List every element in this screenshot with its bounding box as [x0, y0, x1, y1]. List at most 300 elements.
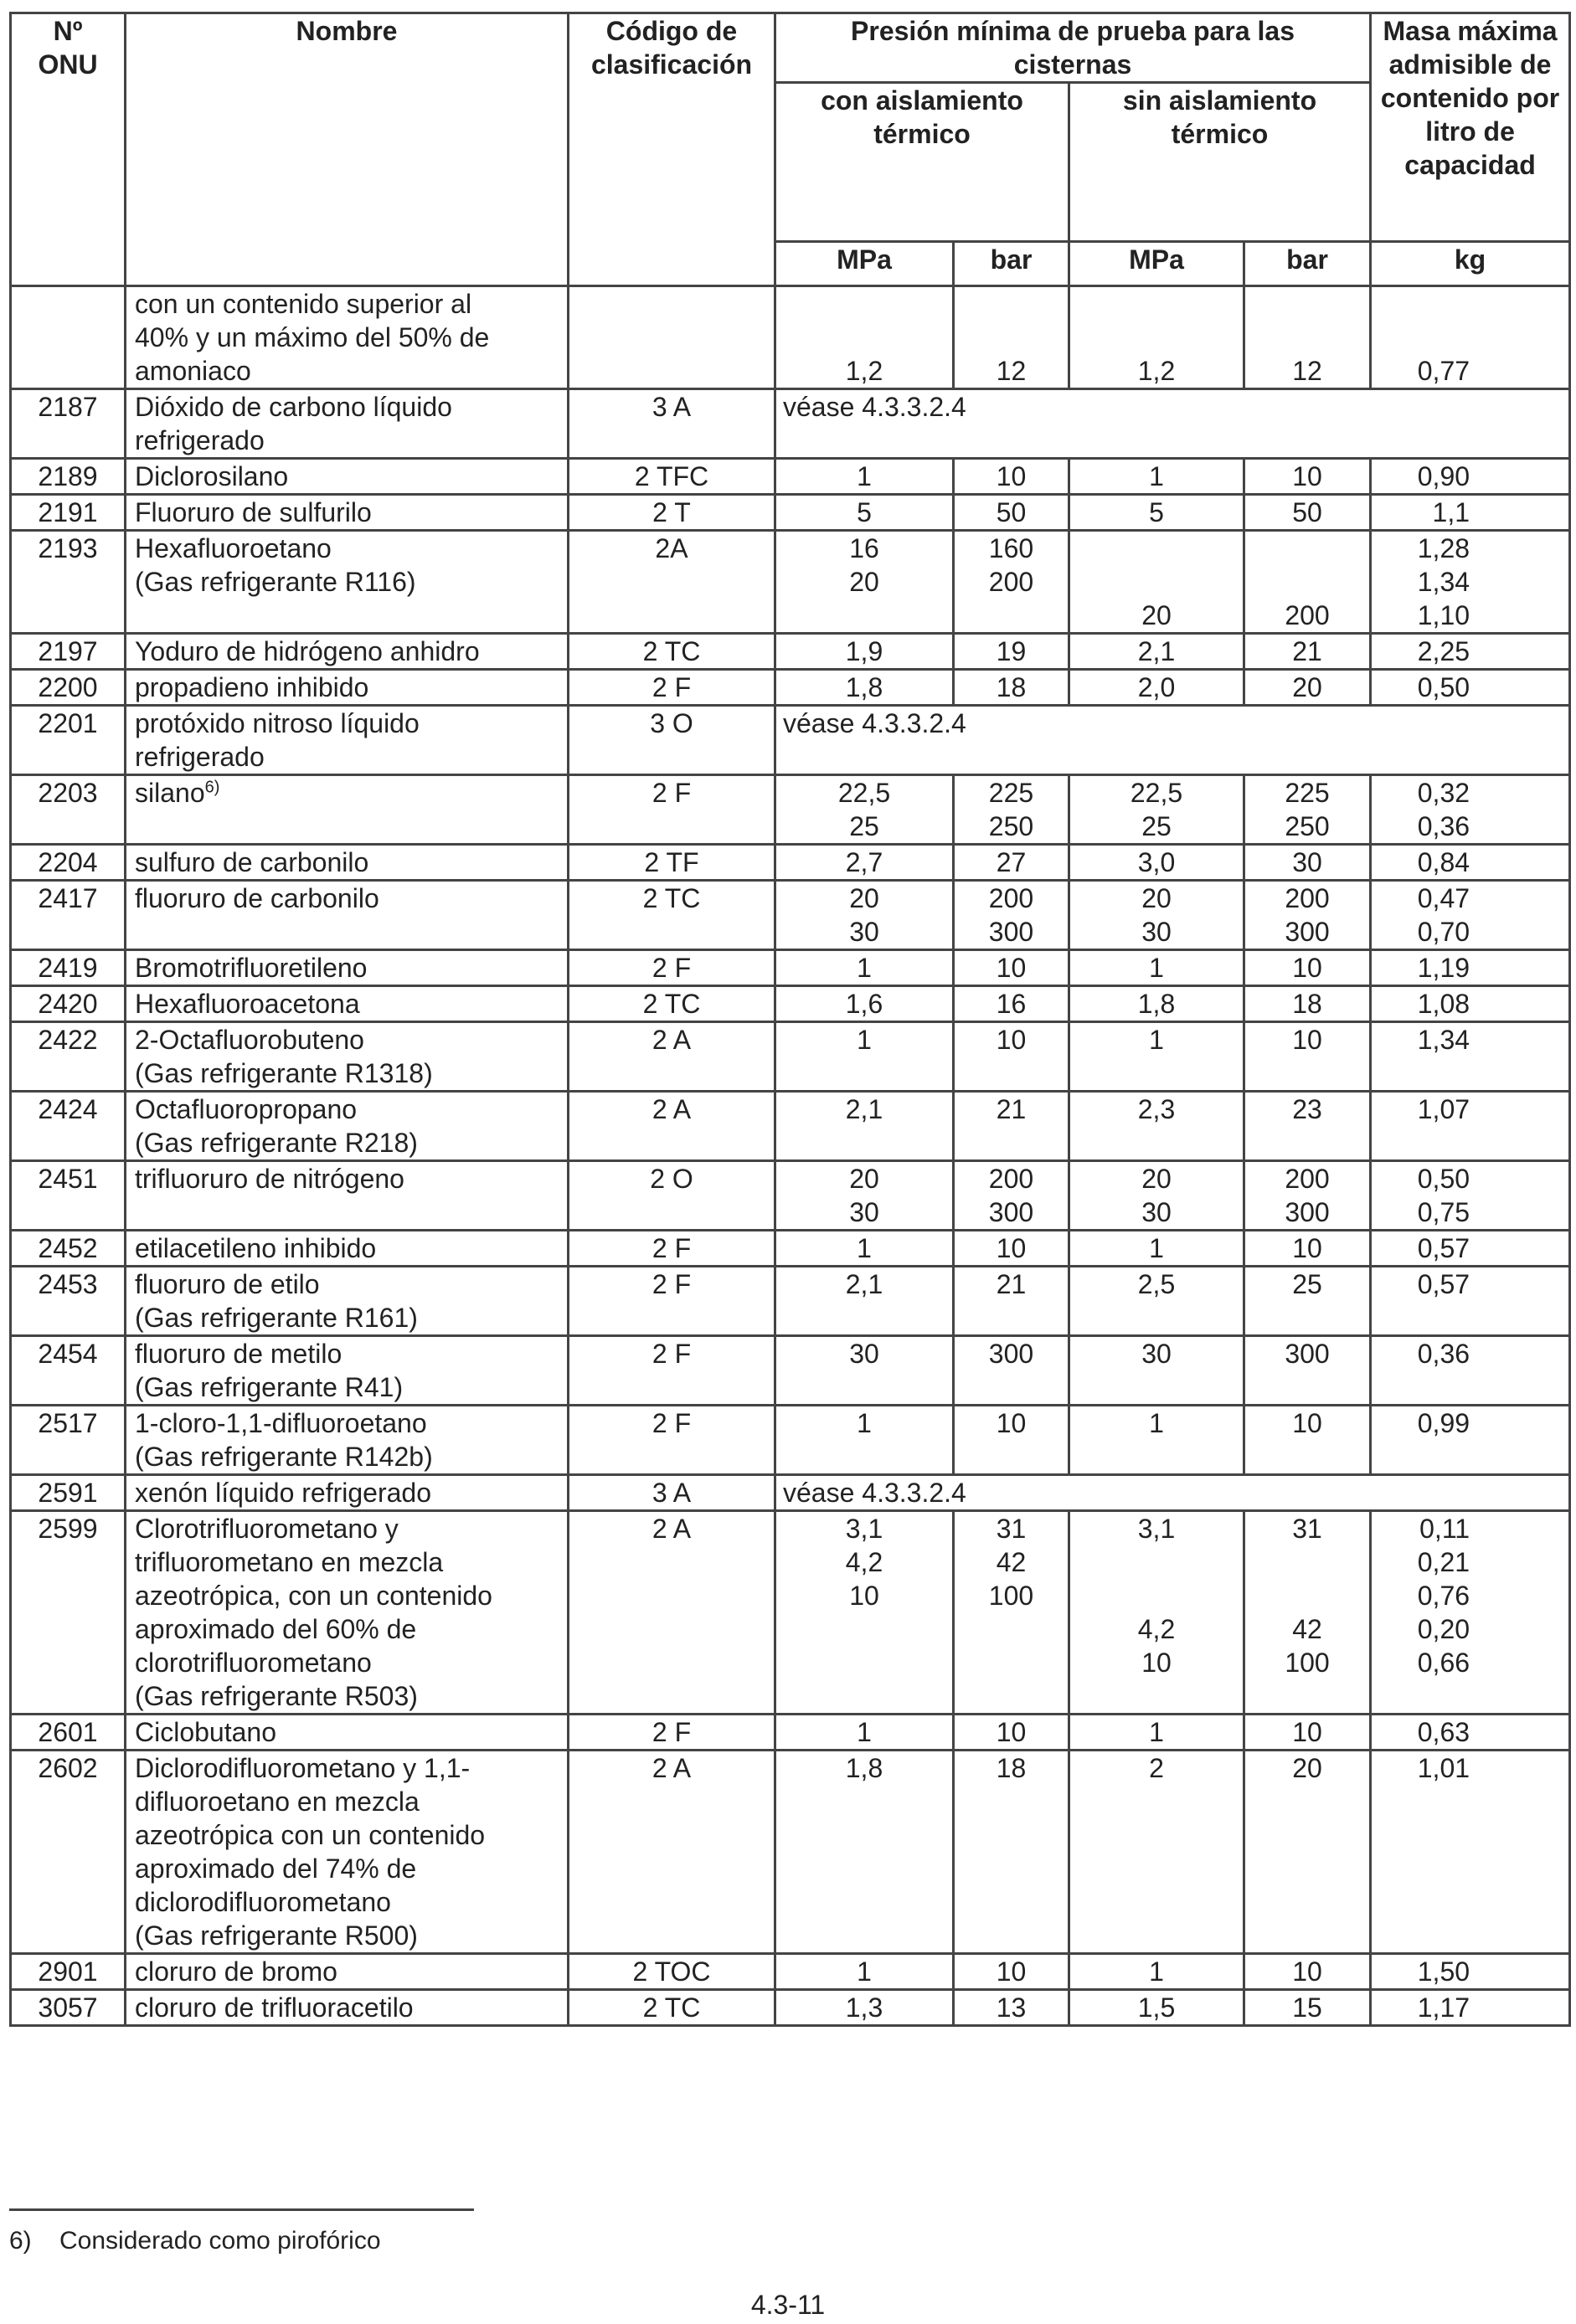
substance-name: [126, 1267, 569, 1336]
table-row: [11, 881, 1570, 950]
pressure-bar-uninsulated-line: 23: [1292, 1094, 1322, 1124]
onu-number: 3057: [11, 1990, 126, 2026]
pressure-bar-insulated: [954, 775, 1069, 845]
substance-name-line: fluoruro de etilo: [135, 1269, 320, 1299]
max-mass-line: 1,50: [1417, 1956, 1470, 1987]
substance-name-line: clorotrifluorometano: [135, 1648, 372, 1678]
pressure-mpa-uninsulated-line: 2,3: [1137, 1094, 1176, 1124]
pressure-bar-uninsulated-line: 18: [1292, 989, 1322, 1019]
header-mass-line2: admisible de: [1388, 49, 1552, 80]
substance-name-line: (Gas refrigerante R218): [135, 1128, 418, 1158]
header-pressure: [775, 13, 1371, 83]
onu-number: 2901: [11, 1954, 126, 1990]
pressure-mpa-uninsulated: [1069, 531, 1244, 634]
classification-code: 2 TC: [569, 634, 775, 670]
header-code-units: [569, 242, 775, 286]
substance-name-line: propadieno inhibido: [135, 672, 369, 702]
pressure-mpa-insulated-line: 1,8: [845, 1753, 883, 1783]
pressure-mpa-insulated-line: [776, 599, 952, 632]
header-insulated-line1: con aislamiento: [821, 85, 1023, 116]
pressure-bar-insulated-line: 250: [988, 811, 1034, 841]
pressure-mpa-uninsulated: [1069, 845, 1244, 881]
pressure-mpa-insulated-line: 30: [849, 917, 879, 947]
substance-name: [126, 495, 569, 531]
pressure-bar-insulated-line: [955, 1679, 1068, 1713]
pressure-bar-uninsulated-line: 10: [1292, 1408, 1322, 1438]
pressure-mpa-insulated-line: [776, 1679, 952, 1713]
substance-name: [126, 389, 569, 459]
pressure-bar-insulated-line: 10: [996, 1408, 1027, 1438]
pressure-bar-uninsulated: [1244, 286, 1371, 389]
substance-name-line: Hexafluoroetano: [135, 533, 332, 563]
max-mass-line: 0,66: [1417, 1648, 1470, 1678]
onu-number: 2420: [11, 986, 126, 1022]
header-uninsulated: [1069, 83, 1371, 242]
max-mass: [1371, 1231, 1570, 1267]
pressure-bar-insulated: [954, 1336, 1069, 1406]
substance-name-text: silano: [135, 778, 205, 808]
pressure-bar-insulated-line: 19: [996, 636, 1027, 666]
pressure-bar-uninsulated: [1244, 986, 1371, 1022]
see-reference: véase 4.3.3.2.4: [775, 389, 1570, 459]
max-mass-line: 1,07: [1417, 1094, 1470, 1124]
table-row: [11, 1022, 1570, 1092]
table-row: [11, 775, 1570, 845]
pressure-bar-insulated-line: 31: [996, 1514, 1027, 1544]
pressure-mpa-insulated-line: 1,3: [845, 1992, 883, 2023]
max-mass-line: 1,1: [1432, 497, 1470, 527]
table-row: [11, 634, 1570, 670]
header-uninsulated-line2: térmico: [1171, 119, 1269, 149]
pressure-bar-insulated: [954, 286, 1069, 389]
pressure-mpa-uninsulated: [1069, 1022, 1244, 1092]
unit-kg: kg: [1371, 242, 1570, 286]
substance-name: [126, 1475, 569, 1511]
onu-number: 2200: [11, 670, 126, 706]
pressure-mpa-uninsulated: [1069, 1406, 1244, 1475]
pressure-bar-insulated-line: 300: [988, 917, 1034, 947]
max-mass-line: 0,70: [1417, 917, 1470, 947]
pressure-mpa-uninsulated: [1069, 1231, 1244, 1267]
pressure-mpa-uninsulated: [1069, 1092, 1244, 1161]
pressure-mpa-uninsulated-line: [1070, 287, 1243, 321]
header-code-line2: clasificación: [590, 49, 753, 80]
header-pressure-line1: Presión mínima de prueba para las: [851, 16, 1295, 46]
classification-code: 2 TC: [569, 986, 775, 1022]
pressure-mpa-uninsulated-line: 1,8: [1137, 989, 1176, 1019]
pressure-bar-uninsulated-line: 300: [1285, 917, 1330, 947]
substance-name-line: amoniaco: [135, 356, 251, 386]
substance-name-line: 1-cloro-1,1-difluoroetano: [135, 1408, 427, 1438]
onu-number: 2422: [11, 1022, 126, 1092]
pressure-mpa-insulated: [775, 1511, 954, 1715]
onu-number: 2193: [11, 531, 126, 634]
pressure-mpa-uninsulated-line: [1070, 1579, 1243, 1612]
pressure-mpa-uninsulated: [1069, 459, 1244, 495]
pressure-mpa-insulated: [775, 1954, 954, 1990]
table-row: [11, 1231, 1570, 1267]
pressure-bar-insulated-line: 10: [996, 1233, 1027, 1263]
pressure-mpa-insulated: [775, 775, 954, 845]
max-mass: [1371, 286, 1570, 389]
max-mass: [1371, 1511, 1570, 1715]
classification-code: 2 F: [569, 1406, 775, 1475]
max-mass-line: 0,57: [1417, 1269, 1470, 1299]
max-mass-line: [1372, 321, 1470, 354]
pressure-mpa-insulated: [775, 495, 954, 531]
pressure-mpa-insulated-line: 16: [849, 533, 879, 563]
onu-number: 2599: [11, 1511, 126, 1715]
pressure-mpa-insulated: [775, 286, 954, 389]
pressure-mpa-insulated: [775, 1267, 954, 1336]
pressure-mpa-uninsulated-line: 3,0: [1137, 847, 1176, 877]
pressure-mpa-insulated: [775, 1406, 954, 1475]
pressure-mpa-uninsulated: [1069, 1751, 1244, 1954]
pressure-bar-uninsulated-line: 200: [1285, 883, 1330, 913]
substance-name-line: Octafluoropropano: [135, 1094, 358, 1124]
pressure-mpa-insulated-line: 20: [849, 1164, 879, 1194]
pressure-mpa-uninsulated-line: [1070, 1679, 1243, 1713]
classification-code: 2 F: [569, 1231, 775, 1267]
substance-name-line: sulfuro de carbonilo: [135, 847, 369, 877]
substance-name-line: Yoduro de hidrógeno anhidro: [135, 636, 480, 666]
pressure-bar-uninsulated: [1244, 1267, 1371, 1336]
max-mass-line: 0,20: [1417, 1614, 1470, 1644]
pressure-mpa-insulated: [775, 670, 954, 706]
substance-name: [126, 670, 569, 706]
pressure-bar-insulated-line: 200: [988, 1164, 1034, 1194]
pressure-bar-insulated: [954, 1954, 1069, 1990]
substance-name-line: (Gas refrigerante R500): [135, 1920, 418, 1951]
pressure-bar-uninsulated-line: [1245, 1679, 1369, 1713]
header-mass-line5: capacidad: [1404, 150, 1536, 180]
max-mass-line: 0,57: [1417, 1233, 1470, 1263]
substance-name: [126, 1336, 569, 1406]
pressure-mpa-insulated-line: 22,5: [837, 778, 891, 808]
max-mass-line: 0,36: [1417, 1339, 1470, 1369]
pressure-bar-uninsulated-line: 100: [1285, 1648, 1330, 1678]
substance-name: [126, 881, 569, 950]
pressure-bar-insulated-line: 21: [996, 1094, 1027, 1124]
max-mass-line: 0,90: [1417, 461, 1470, 491]
pressure-bar-uninsulated-line: 10: [1292, 953, 1322, 983]
pressure-mpa-uninsulated-line: [1070, 321, 1243, 354]
pressure-mpa-uninsulated: [1069, 881, 1244, 950]
pressure-mpa-insulated-line: 5: [857, 497, 872, 527]
pressure-bar-insulated-line: 225: [988, 778, 1034, 808]
pressure-mpa-insulated-line: 1: [857, 1233, 872, 1263]
pressure-bar-insulated-line: 300: [988, 1339, 1034, 1369]
pressure-bar-uninsulated: [1244, 775, 1371, 845]
max-mass-line: 0,32: [1417, 778, 1470, 808]
pressure-bar-insulated: [954, 1511, 1069, 1715]
header-mass: [1371, 13, 1570, 242]
unit-mpa-uninsulated: MPa: [1069, 242, 1244, 286]
substance-name-line: xenón líquido refrigerado: [135, 1478, 432, 1508]
pressure-mpa-insulated-line: 4,2: [845, 1547, 883, 1577]
table-row: [11, 286, 1570, 389]
substance-name-line: Clorotrifluorometano y: [135, 1514, 399, 1544]
pressure-bar-insulated-line: 10: [996, 1717, 1027, 1747]
pressure-mpa-uninsulated: [1069, 775, 1244, 845]
max-mass-line: 1,34: [1417, 567, 1470, 597]
substance-name-line: fluoruro de metilo: [135, 1339, 342, 1369]
pressure-mpa-insulated: [775, 881, 954, 950]
substance-name-line: diclorodifluorometano: [135, 1887, 391, 1917]
pressure-mpa-insulated-line: 25: [849, 811, 879, 841]
pressure-mpa-insulated-line: [776, 321, 952, 354]
table-row: [11, 670, 1570, 706]
max-mass: [1371, 775, 1570, 845]
pressure-mpa-uninsulated-line: 10: [1141, 1648, 1172, 1678]
pressure-mpa-uninsulated: [1069, 986, 1244, 1022]
substance-name-line: con un contenido superior al: [135, 289, 472, 319]
pressure-bar-uninsulated-line: 10: [1292, 1956, 1322, 1987]
pressure-mpa-insulated-line: 1: [857, 1408, 872, 1438]
pressure-mpa-uninsulated-line: 1: [1149, 1233, 1164, 1263]
onu-number: 2517: [11, 1406, 126, 1475]
pressure-bar-uninsulated: [1244, 1751, 1371, 1954]
max-mass-line: 0,11: [1419, 1514, 1470, 1544]
pressure-mpa-insulated-line: 1,6: [845, 989, 883, 1019]
pressure-mpa-uninsulated: [1069, 495, 1244, 531]
max-mass-line: [1372, 1679, 1470, 1713]
pressure-mpa-uninsulated: [1069, 950, 1244, 986]
pressure-mpa-uninsulated: [1069, 1336, 1244, 1406]
max-mass: [1371, 1954, 1570, 1990]
pressure-bar-insulated-line: 100: [988, 1581, 1034, 1611]
table-row: [11, 1161, 1570, 1231]
substance-name: [126, 845, 569, 881]
header-mass-line1: Masa máxima: [1383, 16, 1558, 46]
substance-name: [126, 1406, 569, 1475]
footnote-rule: [9, 2208, 474, 2211]
max-mass: [1371, 1751, 1570, 1954]
header-insulated: [775, 83, 1069, 242]
pressure-mpa-insulated: [775, 1092, 954, 1161]
pressure-bar-insulated: [954, 1267, 1069, 1336]
pressure-mpa-insulated-line: 1: [857, 1025, 872, 1055]
table-row: [11, 1092, 1570, 1161]
pressure-bar-insulated-line: [955, 1612, 1068, 1646]
max-mass-line: 0,47: [1417, 883, 1470, 913]
pressure-bar-insulated-line: 10: [996, 1025, 1027, 1055]
substance-name: [126, 459, 569, 495]
pressure-mpa-insulated: [775, 531, 954, 634]
pressure-mpa-insulated: [775, 950, 954, 986]
table-row: [11, 1511, 1570, 1715]
substance-name-line: Fluoruro de sulfurilo: [135, 497, 372, 527]
pressure-bar-insulated-line: [955, 1646, 1068, 1679]
header-mass-line4: litro de: [1425, 116, 1515, 147]
classification-code: 2 F: [569, 1267, 775, 1336]
pressure-mpa-insulated: [775, 1715, 954, 1751]
classification-code: 2 F: [569, 1336, 775, 1406]
pressure-bar-insulated-line: [955, 287, 1068, 321]
pressure-mpa-insulated: [775, 1751, 954, 1954]
pressure-mpa-insulated-line: 1,9: [845, 636, 883, 666]
pressure-bar-uninsulated: [1244, 495, 1371, 531]
pressure-bar-insulated: [954, 845, 1069, 881]
classification-code: 3 A: [569, 389, 775, 459]
substance-name: [126, 706, 569, 775]
pressure-mpa-insulated-line: 1: [857, 461, 872, 491]
pressure-bar-uninsulated-line: 50: [1292, 497, 1322, 527]
header-uninsulated-line1: sin aislamiento: [1122, 85, 1317, 116]
pressure-bar-insulated: [954, 634, 1069, 670]
pressure-bar-uninsulated-line: [1245, 1579, 1369, 1612]
onu-number: 2454: [11, 1336, 126, 1406]
header-code-line1: Código de: [605, 16, 738, 46]
max-mass-line: 0,76: [1417, 1581, 1470, 1611]
onu-number: [11, 286, 126, 389]
substance-name: [126, 634, 569, 670]
substance-name-line: (Gas refrigerante R503): [135, 1681, 418, 1711]
max-mass-line: 0,50: [1417, 1164, 1470, 1194]
substance-name-line: Dióxido de carbono líquido: [135, 392, 452, 422]
pressure-bar-uninsulated-line: [1245, 565, 1369, 599]
substance-name-line: azeotrópica con un contenido: [135, 1820, 486, 1850]
classification-code: 2 O: [569, 1161, 775, 1231]
pressure-bar-insulated-line: 10: [996, 461, 1027, 491]
max-mass-line: 1,19: [1417, 953, 1470, 983]
pressure-mpa-uninsulated: [1069, 670, 1244, 706]
pressure-bar-insulated: [954, 986, 1069, 1022]
table-row: [11, 950, 1570, 986]
pressure-bar-uninsulated: [1244, 1336, 1371, 1406]
classification-code: 2 TC: [569, 1990, 775, 2026]
max-mass-line: 1,28: [1417, 533, 1470, 563]
table-row: [11, 1715, 1570, 1751]
pressure-bar-uninsulated: [1244, 1511, 1371, 1715]
substance-name: [126, 1751, 569, 1954]
page-number: 4.3-11: [750, 2290, 826, 2320]
max-mass: [1371, 495, 1570, 531]
pressure-bar-insulated-line: 300: [988, 1197, 1034, 1227]
header-insulated-line2: térmico: [873, 119, 971, 149]
pressure-mpa-uninsulated: [1069, 634, 1244, 670]
max-mass-line: 1,08: [1417, 989, 1470, 1019]
pressure-bar-insulated: [954, 1406, 1069, 1475]
substance-name-line: azeotrópica, con un contenido: [135, 1581, 492, 1611]
pressure-mpa-insulated-line: 2,1: [845, 1269, 883, 1299]
pressure-mpa-insulated: [775, 1161, 954, 1231]
pressure-mpa-insulated-line: 20: [849, 567, 879, 597]
pressure-mpa-uninsulated: [1069, 1715, 1244, 1751]
substance-name-line: protóxido nitroso líquido: [135, 708, 420, 738]
max-mass-line: 0,99: [1417, 1408, 1470, 1438]
pressure-mpa-uninsulated-line: 20: [1141, 1164, 1172, 1194]
max-mass: [1371, 1267, 1570, 1336]
substance-name-line: Diclorodifluorometano y 1,1-: [135, 1753, 471, 1783]
pressure-bar-insulated-line: [955, 321, 1068, 354]
substance-name-line: (Gas refrigerante R116): [135, 567, 416, 597]
pressure-mpa-uninsulated-line: 20: [1141, 600, 1172, 630]
pressure-bar-uninsulated-line: 12: [1292, 356, 1322, 386]
onu-number: 2424: [11, 1092, 126, 1161]
classification-code: 3 O: [569, 706, 775, 775]
pressure-bar-insulated-line: 200: [988, 567, 1034, 597]
table-row: [11, 1990, 1570, 2026]
gas-table: [9, 12, 1571, 2027]
pressure-mpa-uninsulated-line: [1070, 532, 1243, 565]
pressure-mpa-uninsulated-line: 1,2: [1137, 356, 1176, 386]
pressure-bar-uninsulated-line: 200: [1285, 600, 1330, 630]
header-mass-line3: contenido por: [1380, 83, 1560, 113]
pressure-bar-uninsulated-line: 20: [1292, 672, 1322, 702]
pressure-mpa-insulated-line: 1,2: [845, 356, 883, 386]
pressure-bar-uninsulated: [1244, 459, 1371, 495]
pressure-mpa-insulated: [775, 1231, 954, 1267]
classification-code: 2 TFC: [569, 459, 775, 495]
classification-code: [569, 286, 775, 389]
substance-name: [126, 286, 569, 389]
pressure-mpa-uninsulated-line: 20: [1141, 883, 1172, 913]
pressure-bar-uninsulated-line: [1245, 287, 1369, 321]
substance-name-line: (Gas refrigerante R1318): [135, 1058, 433, 1088]
pressure-bar-insulated-line: 50: [996, 497, 1027, 527]
substance-name-line: Hexafluoroacetona: [135, 989, 360, 1019]
pressure-mpa-uninsulated: [1069, 1954, 1244, 1990]
onu-number: 2189: [11, 459, 126, 495]
pressure-mpa-uninsulated-line: 1: [1149, 461, 1164, 491]
substance-name-line: Diclorosilano: [135, 461, 289, 491]
pressure-bar-uninsulated-line: 300: [1285, 1339, 1330, 1369]
max-mass: [1371, 1336, 1570, 1406]
pressure-bar-insulated: [954, 459, 1069, 495]
table-row: [11, 845, 1570, 881]
table-row: [11, 1475, 1570, 1511]
footnote-text: Considerado como pirofórico: [59, 2227, 381, 2255]
pressure-bar-uninsulated-line: 15: [1292, 1992, 1322, 2023]
pressure-bar-uninsulated: [1244, 634, 1371, 670]
substance-name: [126, 1092, 569, 1161]
max-mass-line: 0,84: [1417, 847, 1470, 877]
max-mass-line: 0,77: [1417, 356, 1470, 386]
max-mass: [1371, 531, 1570, 634]
onu-number: 2187: [11, 389, 126, 459]
pressure-bar-uninsulated-line: 200: [1285, 1164, 1330, 1194]
pressure-mpa-uninsulated-line: [1070, 1545, 1243, 1579]
substance-name-line: cloruro de bromo: [135, 1956, 337, 1987]
pressure-mpa-insulated: [775, 459, 954, 495]
onu-number: 2602: [11, 1751, 126, 1954]
pressure-bar-insulated: [954, 531, 1069, 634]
header-name-text: Nombre: [296, 16, 398, 46]
classification-code: 2 TC: [569, 881, 775, 950]
pressure-mpa-uninsulated: [1069, 1267, 1244, 1336]
onu-number: 2417: [11, 881, 126, 950]
max-mass-line: 0,36: [1417, 811, 1470, 841]
pressure-bar-insulated-line: 21: [996, 1269, 1027, 1299]
pressure-bar-insulated: [954, 1092, 1069, 1161]
header-onu-line2: ONU: [38, 49, 98, 80]
substance-name-line: (Gas refrigerante R41): [135, 1372, 404, 1402]
unit-mpa-insulated: MPa: [775, 242, 954, 286]
pressure-bar-insulated-line: 200: [988, 883, 1034, 913]
pressure-mpa-insulated-line: 10: [849, 1581, 879, 1611]
pressure-mpa-insulated: [775, 1990, 954, 2026]
table-row: [11, 1406, 1570, 1475]
pressure-mpa-uninsulated-line: 2,0: [1137, 672, 1176, 702]
pressure-mpa-uninsulated-line: 1: [1149, 1717, 1164, 1747]
pressure-mpa-uninsulated-line: 1,5: [1137, 1992, 1176, 2023]
substance-name: [126, 1511, 569, 1715]
pressure-bar-uninsulated: [1244, 670, 1371, 706]
pressure-mpa-uninsulated-line: 1: [1149, 1025, 1164, 1055]
max-mass-line: 2,25: [1417, 636, 1470, 666]
pressure-mpa-insulated-line: 3,1: [845, 1514, 883, 1544]
